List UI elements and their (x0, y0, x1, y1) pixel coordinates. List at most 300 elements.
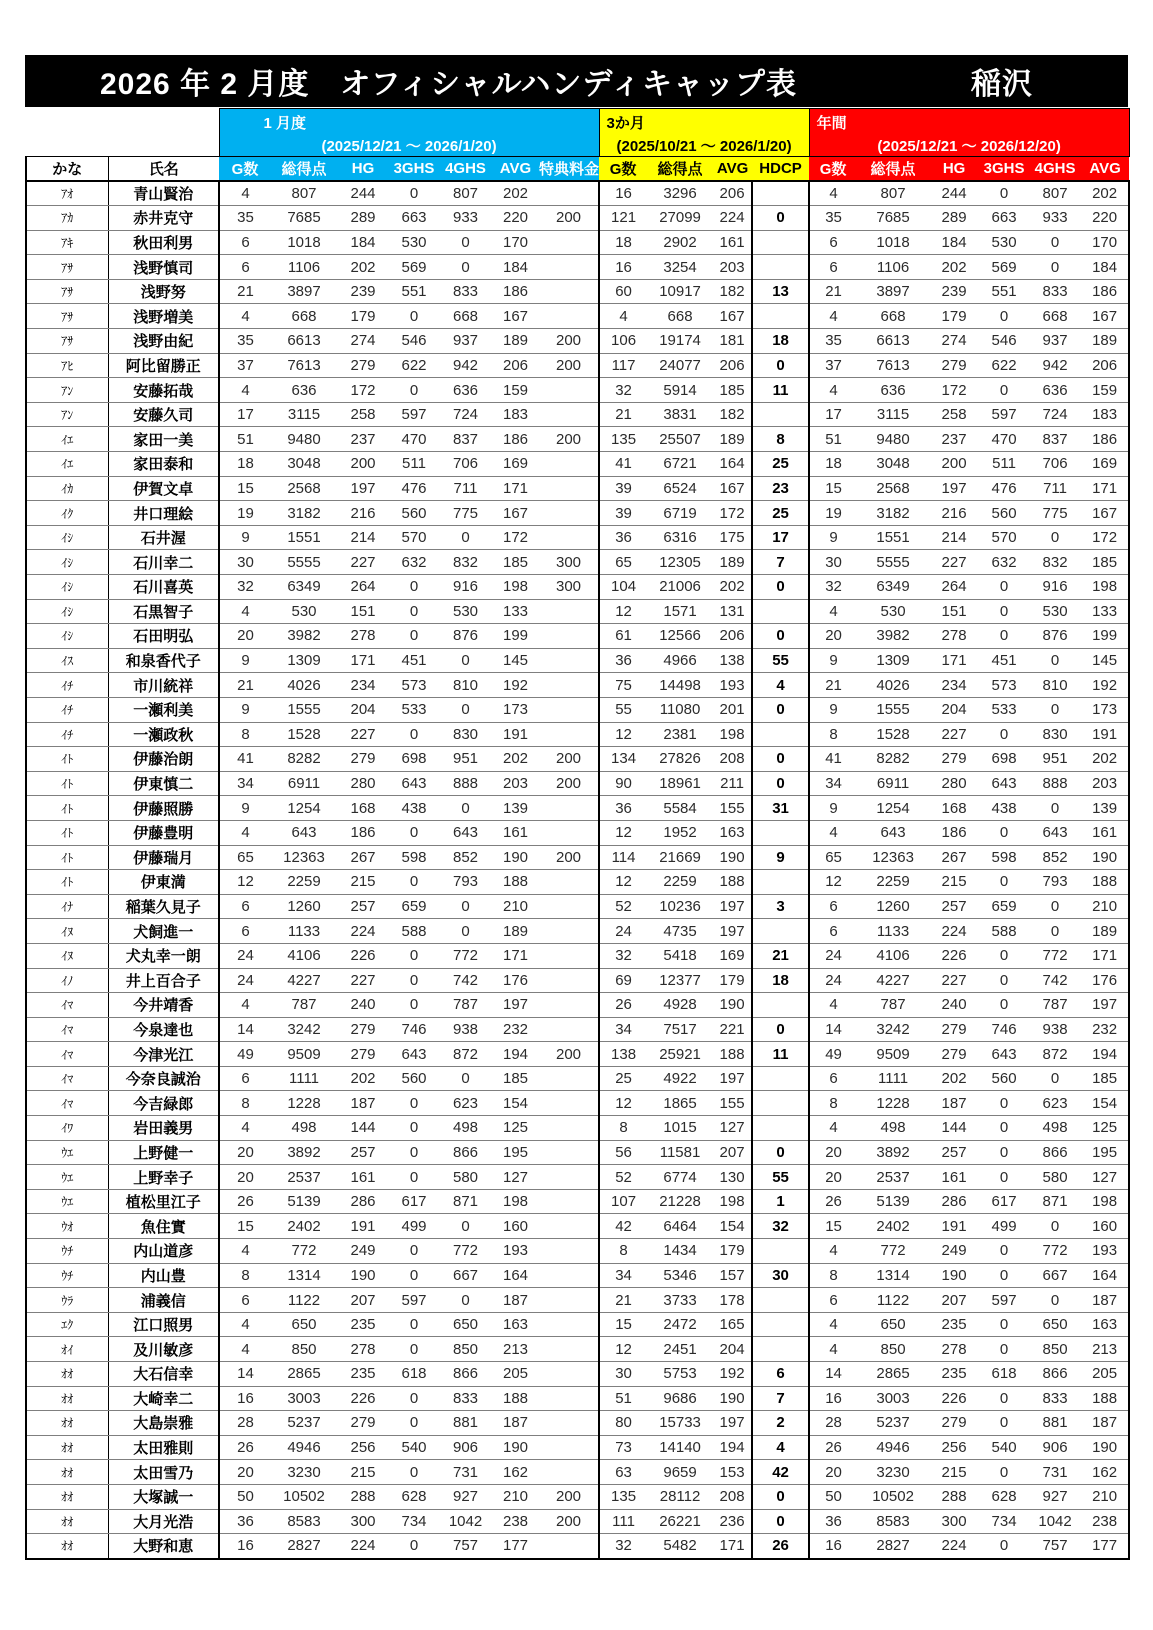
kana-cell: ｲﾏ (26, 1017, 108, 1042)
month-stat-cell: 0 (389, 1460, 439, 1485)
month-stat-cell: 1018 (271, 230, 337, 255)
quarter-stat-cell: 192 (713, 1362, 752, 1387)
year-stat-cell: 0 (979, 1091, 1029, 1116)
month-stat-cell: 227 (337, 968, 389, 993)
table-row (26, 304, 1129, 329)
year-stat-cell: 226 (929, 943, 979, 968)
year-stat-cell: 659 (979, 894, 1029, 919)
month-stat-cell: 206 (492, 353, 539, 378)
month-stat-cell: 511 (389, 452, 439, 477)
month-stat-cell: 6911 (271, 771, 337, 796)
month-stat-cell: 190 (492, 845, 539, 870)
month-stat-cell (539, 1435, 599, 1460)
month-stat-cell: 9 (219, 525, 271, 550)
kana-cell: ｵｵ (26, 1386, 108, 1411)
quarter-stat-cell: 194 (713, 1435, 752, 1460)
month-stat-cell: 866 (439, 1362, 492, 1387)
name-cell: 浦義信 (108, 1288, 219, 1313)
month-stat-cell: 32 (219, 575, 271, 600)
month-stat-cell: 772 (271, 1239, 337, 1264)
year-stat-cell: 1018 (857, 230, 929, 255)
year-stat-cell: 0 (979, 624, 1029, 649)
month-stat-cell (539, 230, 599, 255)
year-stat-cell: 597 (979, 1288, 1029, 1313)
year-stat-cell: 742 (1029, 968, 1081, 993)
name-cell: 阿比留勝正 (108, 353, 219, 378)
year-stat-cell: 2568 (857, 476, 929, 501)
month-stat-cell (539, 697, 599, 722)
month-stat-cell: 200 (539, 427, 599, 452)
month-stat-cell: 807 (271, 181, 337, 206)
name-cell: 今泉達也 (108, 1017, 219, 1042)
year-stat-cell: 10502 (857, 1484, 929, 1509)
month-stat-cell: 286 (337, 1189, 389, 1214)
name-cell: 伊藤照勝 (108, 796, 219, 821)
kana-cell: ｲﾄ (26, 747, 108, 772)
hdcp-cell (752, 993, 809, 1018)
hdcp-cell: 4 (752, 673, 809, 698)
quarter-stat-cell: 198 (713, 722, 752, 747)
table-row (26, 624, 1129, 649)
month-stat-cell (539, 501, 599, 526)
month-stat-cell: 187 (492, 1411, 539, 1436)
hdcp-cell: 0 (752, 206, 809, 231)
quarter-stat-cell: 190 (713, 845, 752, 870)
month-stat-cell: 916 (439, 575, 492, 600)
month-stat-cell: 161 (337, 1165, 389, 1190)
month-stat-cell: 6 (219, 1066, 271, 1091)
quarter-stat-cell: 224 (713, 206, 752, 231)
name-cell: 和泉香代子 (108, 648, 219, 673)
month-stat-cell: 8282 (271, 747, 337, 772)
year-stat-cell: 3982 (857, 624, 929, 649)
quarter-stat-cell: 206 (713, 181, 752, 206)
hdcp-cell (752, 1288, 809, 1313)
month-stat-cell: 240 (337, 993, 389, 1018)
month-stat-cell: 742 (439, 968, 492, 993)
name-cell: 家田泰和 (108, 452, 219, 477)
name-cell: 安藤拓哉 (108, 378, 219, 403)
quarter-stat-cell: 25507 (647, 427, 713, 452)
year-stat-cell: 927 (1029, 1484, 1081, 1509)
kana-cell: ｵｵ (26, 1509, 108, 1534)
month-stat-cell: 167 (492, 304, 539, 329)
month-stat-cell: 927 (439, 1484, 492, 1509)
month-stat-cell: 872 (439, 1042, 492, 1067)
month-stat-cell: 6 (219, 255, 271, 280)
quarter-stat-cell: 55 (599, 697, 647, 722)
year-stat-cell: 938 (1029, 1017, 1081, 1042)
year-stat-cell: 192 (1081, 673, 1129, 698)
year-stat-cell: 0 (979, 722, 1029, 747)
month-stat-cell: 190 (492, 1435, 539, 1460)
year-stat-cell: 279 (929, 1411, 979, 1436)
year-stat-cell: 1314 (857, 1263, 929, 1288)
quarter-stat-cell: 161 (713, 230, 752, 255)
year-stat-cell: 279 (929, 1042, 979, 1067)
kana-cell: ｲﾏ (26, 993, 108, 1018)
month-stat-cell: 237 (337, 427, 389, 452)
month-stat-cell: 850 (271, 1337, 337, 1362)
month-stat-cell: 188 (492, 1386, 539, 1411)
name-cell: 大崎幸二 (108, 1386, 219, 1411)
table-row (26, 181, 1129, 206)
month-stat-cell: 35 (219, 329, 271, 354)
month-stat-cell: 187 (337, 1091, 389, 1116)
year-stat-cell: 663 (979, 206, 1029, 231)
table-row (26, 575, 1129, 600)
month-stat-cell: 17 (219, 402, 271, 427)
month-stat-cell: 215 (337, 1460, 389, 1485)
quarter-stat-cell: 182 (713, 279, 752, 304)
year-stat-cell: 6613 (857, 329, 929, 354)
month-stat-cell: 279 (337, 1042, 389, 1067)
quarter-stat-cell: 12566 (647, 624, 713, 649)
month-stat-cell: 274 (337, 329, 389, 354)
month-stat-cell: 3230 (271, 1460, 337, 1485)
month-stat-cell: 597 (389, 1288, 439, 1313)
year-stat-cell: 183 (1081, 402, 1129, 427)
name-cell: 植松里江子 (108, 1189, 219, 1214)
month-stat-cell: 300 (539, 550, 599, 575)
year-stat-cell: 8282 (857, 747, 929, 772)
month-stat-cell (539, 1534, 599, 1559)
year-stat-cell: 289 (929, 206, 979, 231)
name-cell: 一瀬利美 (108, 697, 219, 722)
year-stat-cell: 597 (979, 402, 1029, 427)
hdcp-cell: 4 (752, 1435, 809, 1460)
year-stat-cell: 668 (857, 304, 929, 329)
month-stat-cell: 0 (389, 1312, 439, 1337)
table-row (26, 501, 1129, 526)
month-stat-cell (539, 820, 599, 845)
year-stat-cell: 1133 (857, 919, 929, 944)
year-stat-cell: 498 (857, 1116, 929, 1141)
quarter-stat-cell: 169 (713, 943, 752, 968)
year-stat-cell: 37 (809, 353, 857, 378)
month-stat-cell: 232 (492, 1017, 539, 1042)
quarter-stat-cell: 12 (599, 870, 647, 895)
month-stat-cell (539, 255, 599, 280)
year-stat-cell: 628 (979, 1484, 1029, 1509)
year-stat-cell: 1260 (857, 894, 929, 919)
hdcp-cell: 7 (752, 550, 809, 575)
month-stat-cell: 807 (439, 181, 492, 206)
month-stat-cell: 20 (219, 1460, 271, 1485)
year-stat-cell: 530 (1029, 599, 1081, 624)
quarter-stat-cell: 12 (599, 722, 647, 747)
year-stat-cell: 187 (929, 1091, 979, 1116)
quarter-stat-cell: 181 (713, 329, 752, 354)
year-stat-cell: 179 (929, 304, 979, 329)
year-stat-cell: 668 (1029, 304, 1081, 329)
year-stat-cell: 643 (857, 820, 929, 845)
month-stat-cell: 257 (337, 1140, 389, 1165)
table-row (26, 870, 1129, 895)
quarter-stat-cell: 25921 (647, 1042, 713, 1067)
year-stat-cell: 833 (1029, 279, 1081, 304)
table-row (26, 1386, 1129, 1411)
month-stat-cell: 0 (389, 1116, 439, 1141)
month-stat-cell: 643 (389, 1042, 439, 1067)
month-stat-cell: 2568 (271, 476, 337, 501)
table-row (26, 1017, 1129, 1042)
year-stat-cell: 4 (809, 304, 857, 329)
month-stat-cell: 194 (492, 1042, 539, 1067)
month-stat-cell: 6 (219, 1288, 271, 1313)
year-stat-cell: 125 (1081, 1116, 1129, 1141)
year-stat-cell: 274 (929, 329, 979, 354)
year-stat-cell: 7685 (857, 206, 929, 231)
name-cell: 井口理絵 (108, 501, 219, 526)
table-row (26, 1288, 1129, 1313)
year-stat-cell: 210 (1081, 1484, 1129, 1509)
quarter-stat-cell: 5482 (647, 1534, 713, 1559)
month-stat-cell: 546 (389, 329, 439, 354)
hdcp-cell: 31 (752, 796, 809, 821)
month-stat-cell: 171 (337, 648, 389, 673)
year-stat-cell: 0 (979, 993, 1029, 1018)
month-stat-cell: 144 (337, 1116, 389, 1141)
year-stat-cell: 772 (1029, 1239, 1081, 1264)
month-stat-cell: 15 (219, 476, 271, 501)
col-header-year-3ghs: 3GHS (979, 157, 1029, 181)
year-stat-cell: 4 (809, 181, 857, 206)
month-stat-cell: 127 (492, 1165, 539, 1190)
month-stat-cell: 200 (539, 747, 599, 772)
year-stat-cell: 451 (979, 648, 1029, 673)
kana-cell: ｳﾗ (26, 1288, 108, 1313)
quarter-stat-cell: 182 (713, 402, 752, 427)
quarter-stat-cell: 211 (713, 771, 752, 796)
hdcp-cell: 32 (752, 1214, 809, 1239)
year-stat-cell: 3003 (857, 1386, 929, 1411)
month-stat-cell (539, 181, 599, 206)
column-header-row (26, 157, 1129, 181)
month-range: (2025/12/21 ～ 2026/1/20) (321, 138, 497, 155)
month-stat-cell: 18 (219, 452, 271, 477)
month-stat-cell: 8 (219, 722, 271, 747)
hdcp-cell: 0 (752, 771, 809, 796)
quarter-stat-cell: 1015 (647, 1116, 713, 1141)
month-stat-cell: 4 (219, 1337, 271, 1362)
year-stat-cell: 4 (809, 1312, 857, 1337)
month-stat-cell (539, 648, 599, 673)
year-stat-cell: 787 (1029, 993, 1081, 1018)
hdcp-cell (752, 230, 809, 255)
month-stat-cell: 1528 (271, 722, 337, 747)
year-stat-cell: 237 (929, 427, 979, 452)
month-stat-cell: 8583 (271, 1509, 337, 1534)
month-stat-cell (539, 599, 599, 624)
year-stat-cell: 239 (929, 279, 979, 304)
table-row (26, 894, 1129, 919)
quarter-stat-cell: 167 (713, 476, 752, 501)
month-stat-cell: 731 (439, 1460, 492, 1485)
month-stat-cell: 569 (389, 255, 439, 280)
month-stat-cell: 227 (337, 722, 389, 747)
table-row (26, 1239, 1129, 1264)
quarter-stat-cell: 63 (599, 1460, 647, 1485)
col-header-year-total: 総得点 (857, 157, 929, 181)
month-stat-cell: 643 (439, 820, 492, 845)
quarter-stat-cell: 193 (713, 673, 752, 698)
quarter-stat-cell: 12 (599, 820, 647, 845)
hdcp-cell: 42 (752, 1460, 809, 1485)
name-cell: 及川敏彦 (108, 1337, 219, 1362)
year-stat-cell: 198 (1081, 1189, 1129, 1214)
year-stat-cell: 184 (1081, 255, 1129, 280)
quarter-stat-cell: 36 (599, 525, 647, 550)
table-row (26, 1534, 1129, 1559)
quarter-stat-cell: 201 (713, 697, 752, 722)
month-stat-cell: 41 (219, 747, 271, 772)
year-stat-cell: 18 (809, 452, 857, 477)
year-stat-cell: 234 (929, 673, 979, 698)
hdcp-cell: 26 (752, 1534, 809, 1559)
hdcp-cell (752, 402, 809, 427)
year-stat-cell: 833 (1029, 1386, 1081, 1411)
quarter-stat-cell: 130 (713, 1165, 752, 1190)
title-bar (25, 55, 1128, 107)
quarter-stat-cell: 127 (713, 1116, 752, 1141)
year-stat-cell: 202 (1081, 181, 1129, 206)
year-stat-cell: 837 (1029, 427, 1081, 452)
quarter-stat-cell: 221 (713, 1017, 752, 1042)
year-stat-cell: 866 (1029, 1140, 1081, 1165)
month-stat-cell: 1309 (271, 648, 337, 673)
quarter-stat-cell: 208 (713, 747, 752, 772)
month-stat-cell: 179 (337, 304, 389, 329)
year-stat-cell: 286 (929, 1189, 979, 1214)
year-stat-cell: 1111 (857, 1066, 929, 1091)
year-stat-cell: 1254 (857, 796, 929, 821)
month-stat-cell: 257 (337, 894, 389, 919)
month-stat-cell: 200 (539, 206, 599, 231)
month-stat-cell: 238 (492, 1509, 539, 1534)
quarter-stat-cell: 1571 (647, 599, 713, 624)
quarter-stat-cell: 9659 (647, 1460, 713, 1485)
quarter-label: 3か月 (606, 115, 645, 132)
month-stat-cell (539, 1116, 599, 1141)
month-stat-cell: 2402 (271, 1214, 337, 1239)
month-stat-cell: 775 (439, 501, 492, 526)
year-stat-cell: 8 (809, 722, 857, 747)
month-stat-cell: 0 (439, 230, 492, 255)
month-stat-cell: 34 (219, 771, 271, 796)
month-stat-cell: 6 (219, 919, 271, 944)
table-row (26, 1165, 1129, 1190)
name-cell: 大野和恵 (108, 1534, 219, 1559)
table-row (26, 1140, 1129, 1165)
month-stat-cell (539, 870, 599, 895)
quarter-stat-cell: 197 (713, 1066, 752, 1091)
col-header-month-4ghs: 4GHS (439, 157, 492, 181)
year-stat-cell: 0 (979, 304, 1029, 329)
year-stat-cell: 35 (809, 329, 857, 354)
hdcp-cell: 17 (752, 525, 809, 550)
kana-cell: ｲﾉ (26, 968, 108, 993)
month-stat-cell: 210 (492, 894, 539, 919)
kana-cell: ｲｶ (26, 476, 108, 501)
year-stat-cell: 213 (1081, 1337, 1129, 1362)
year-stat-cell: 787 (857, 993, 929, 1018)
quarter-stat-cell: 131 (713, 599, 752, 624)
year-stat-cell: 161 (1081, 820, 1129, 845)
name-cell: 大島崇雅 (108, 1411, 219, 1436)
hdcp-cell: 21 (752, 943, 809, 968)
kana-cell: ｲｴ (26, 427, 108, 452)
quarter-stat-cell: 21 (599, 1288, 647, 1313)
month-stat-cell: 171 (492, 943, 539, 968)
kana-cell: ｲﾏ (26, 1066, 108, 1091)
quarter-stat-cell: 80 (599, 1411, 647, 1436)
table-row (26, 1263, 1129, 1288)
quarter-stat-cell: 185 (713, 378, 752, 403)
handicap-sheet (25, 55, 1128, 1560)
quarter-stat-cell: 1434 (647, 1239, 713, 1264)
month-stat-cell: 0 (439, 1288, 492, 1313)
kana-cell: ｱﾋ (26, 353, 108, 378)
year-stat-cell: 580 (1029, 1165, 1081, 1190)
year-stat-cell: 199 (1081, 624, 1129, 649)
year-stat-cell: 167 (1081, 501, 1129, 526)
month-stat-cell: 37 (219, 353, 271, 378)
quarter-stat-cell: 236 (713, 1509, 752, 1534)
year-stat-cell: 14 (809, 1362, 857, 1387)
year-stat-cell: 173 (1081, 697, 1129, 722)
year-stat-cell: 850 (857, 1337, 929, 1362)
hdcp-cell: 9 (752, 845, 809, 870)
month-stat-cell: 202 (492, 747, 539, 772)
year-stat-cell: 300 (929, 1509, 979, 1534)
month-stat-cell: 4106 (271, 943, 337, 968)
month-stat-cell: 177 (492, 1534, 539, 1559)
month-stat-cell: 173 (492, 697, 539, 722)
year-stat-cell: 194 (1081, 1042, 1129, 1067)
year-stat-cell: 3182 (857, 501, 929, 526)
month-stat-cell: 787 (439, 993, 492, 1018)
year-stat-cell: 232 (1081, 1017, 1129, 1042)
hdcp-cell (752, 1116, 809, 1141)
table-row (26, 255, 1129, 280)
month-stat-cell: 933 (439, 206, 492, 231)
month-stat-cell: 190 (337, 1263, 389, 1288)
month-stat-cell: 159 (492, 378, 539, 403)
table-row (26, 845, 1129, 870)
quarter-stat-cell: 36 (599, 796, 647, 821)
year-stat-cell: 476 (979, 476, 1029, 501)
quarter-stat-cell: 32 (599, 1534, 647, 1559)
month-stat-cell: 224 (337, 919, 389, 944)
table-row (26, 353, 1129, 378)
month-stat-cell: 207 (337, 1288, 389, 1313)
month-stat-cell: 0 (389, 1337, 439, 1362)
hdcp-cell (752, 870, 809, 895)
month-stat-cell: 216 (337, 501, 389, 526)
quarter-stat-cell: 134 (599, 747, 647, 772)
quarter-stat-cell: 167 (713, 304, 752, 329)
month-stat-cell: 200 (337, 452, 389, 477)
year-stat-cell: 21 (809, 673, 857, 698)
month-stat-cell: 20 (219, 1165, 271, 1190)
year-stat-cell: 793 (1029, 870, 1081, 895)
year-stat-cell: 164 (1081, 1263, 1129, 1288)
year-stat-cell: 190 (929, 1263, 979, 1288)
month-stat-cell: 533 (389, 697, 439, 722)
year-stat-cell: 197 (1081, 993, 1129, 1018)
band-quarter (599, 109, 809, 157)
